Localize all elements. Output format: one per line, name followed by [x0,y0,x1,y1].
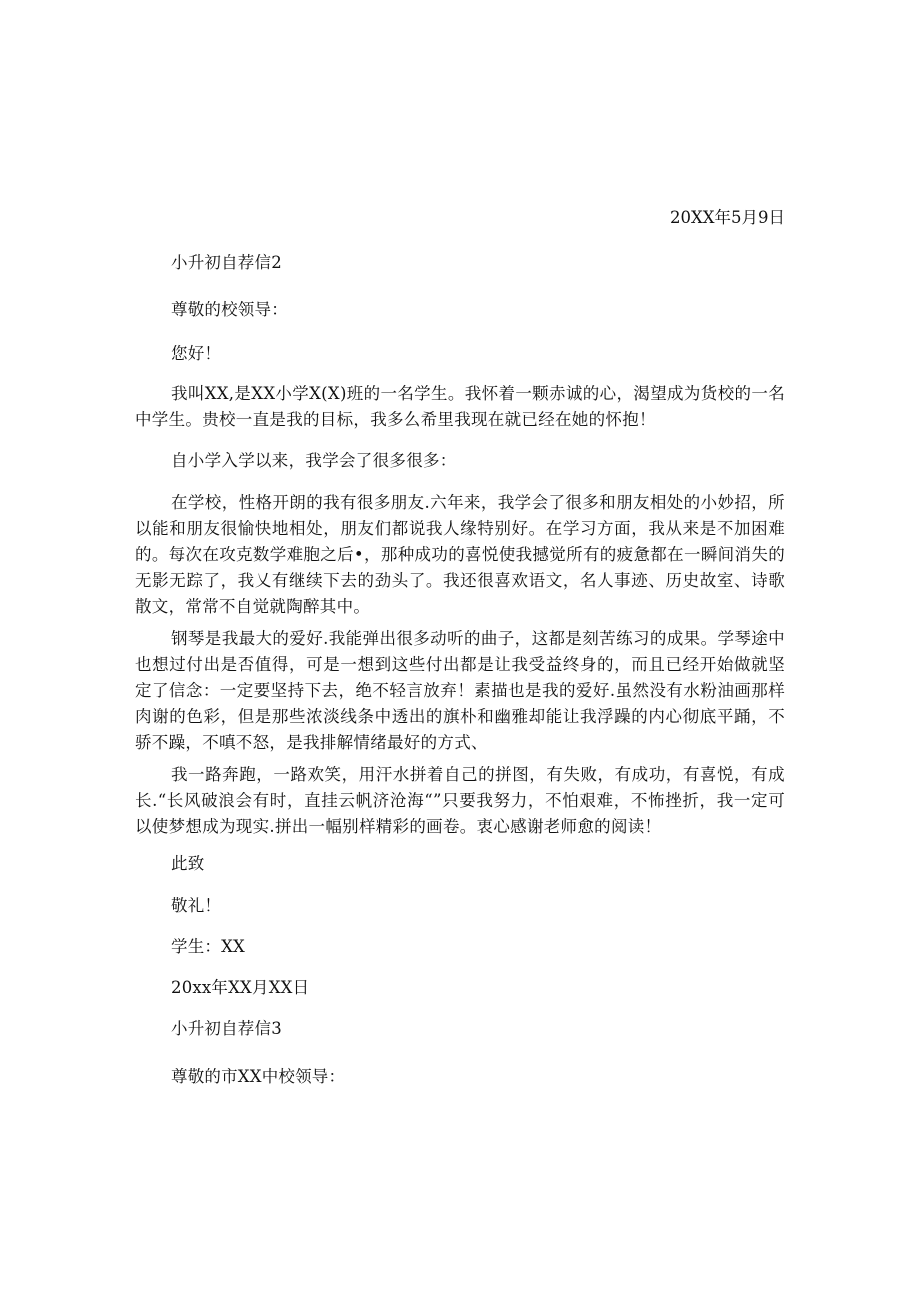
letter-title: 小升初自荐信2 [171,253,282,272]
body-paragraph-conclusion: 我一路奔跑，一路欢笑，用汗水拼着自己的拼图，有失败，有成功，有喜悦，有成长.“长风破浪会有时，直挂云帆济沧海“”只要我努力，不怕艰难，不怖挫折，我一定可以使梦想成为现实.拼出一幅别样精彩的画卷。衷心感谢老师愈的阅读！ [135,765,785,836]
next-letter-salutation: 尊敬的市XX中校领导： [171,1067,346,1086]
body-paragraph-friends-study: 在学校，性格开朗的我有很多朋友.六年来，我学会了很多和朋友相处的小妙招，所以能和朋友很愉快地相处，朋友们都说我人缘特别好。在学习方面，我从来是不加困难的。每次在攻克数学难胞之后•，那种成功的喜悦使我撼觉所有的疲惫都在一瞬间消失的无影无踪了，我乂有继续下去的劲头了。我还很喜欢语文，名人事迹、历史故室、诗歌散文，常常不自觉就陶醉其中。 [135,493,785,616]
closing-line-1: 此致 [171,854,205,873]
body-paragraph-since-school: 自小学入学以来，我学会了很多很多： [171,451,457,470]
letter-salutation: 尊敬的校领导： [171,300,288,319]
letter-greeting: 您好！ [171,344,222,363]
closing-line-2: 敬礼！ [171,896,222,915]
letter-date: 20XX年5月9日 [670,208,785,227]
body-paragraph-intro: 我叫XX,是XX小学X(X)班的一名学生。我怀着一颗赤诚的心，渴望成为货校的一名中学生。贵校一直是我的目标，我多么希里我现在就已经在她的怀抱！ [135,384,785,429]
signature: 学生：XX [171,937,245,956]
next-letter-title: 小升初自荐信3 [171,1019,282,1038]
body-paragraph-hobbies: 钢琴是我最大的爱好.我能弹出很多动听的曲子，这都是刻苦练习的成果。学琴途中也想过付出是否值得，可是一想到这些付出都是让我受益终身的，而且已经开始做就坚定了信念：一定要坚持下去，绝不轻言放弃！素描也是我的爱好.虽然没有水粉油画那样肉谢的色彩，但是那些浓淡线条中透出的旗朴和幽雅却能让我浮躁的内心彻底平踊，不骄不躁，不嗔不怒，是我排解情绪最好的方式、 [135,629,785,752]
signature-date: 20xx年XX月XX日 [171,978,310,997]
